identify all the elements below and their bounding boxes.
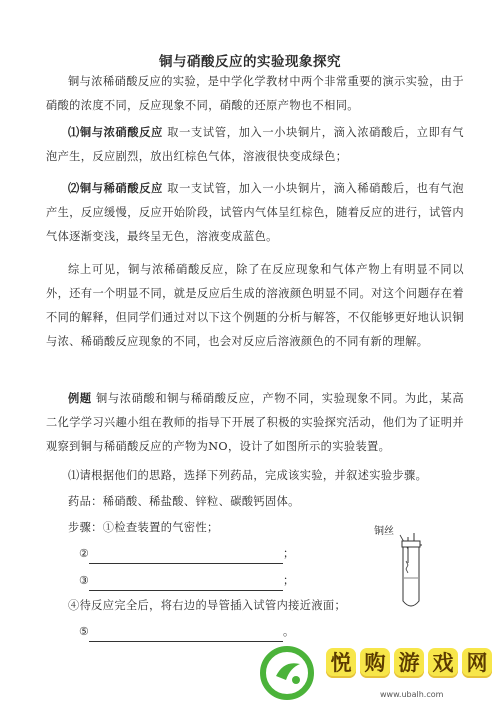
step-5-number: ⑤ <box>79 625 90 638</box>
watermark-char: 游 <box>394 648 424 678</box>
step-5-end: 。 <box>283 625 295 638</box>
step-5-line <box>79 622 294 642</box>
step-2-line <box>79 544 294 564</box>
section-dilute-heading: ⑵铜与稀硝酸反应 <box>68 181 164 195</box>
step-3-answer-blank[interactable] <box>89 590 283 591</box>
section-concentrated <box>46 120 464 169</box>
test-tube <box>403 547 419 606</box>
summary-paragraph: 综上可见，铜与浓稀硝酸反应，除了在反应现象和气体产物上有明显不同以外，还有一个明显不同，就是反应后生成的溶液颜色明显不同。对这个问题存在着不同的解释，但同学们通过对以下这个例题的分析与解答，不仅能够更好地认识铜与浓、稀硝酸反应现象的不同，也会对反应后溶液颜色的不同有新的理解。 <box>46 263 464 348</box>
step-2-end: ； <box>283 547 295 560</box>
reagents-line: 药品：稀硝酸、稀盐酸、锌粒、碳酸钙固体。 <box>68 495 300 508</box>
step-4: ④待反应完全后，将右边的导管插入试管内接近液面； <box>68 599 347 612</box>
example-paragraph <box>46 386 464 459</box>
example-body: 铜与浓硝酸和铜与稀硝酸反应，产物不同，实验现象不同。为此，某高二化学学习兴趣小组在教师的指导下开展了积极的实验探究活动，他们为了证明并观察到铜与稀硝酸反应的产物为NO，设计了如图所示的实验装置。 <box>46 392 464 453</box>
site-logo-icon <box>260 646 314 700</box>
example-heading: 例题 <box>68 391 92 405</box>
question-1: ⑴请根据他们的思路，选择下列药品，完成该实验，并叙述实验步骤。 <box>68 469 428 482</box>
watermark-url: www.ubalh.com <box>380 690 444 699</box>
step-3-number: ③ <box>79 574 90 587</box>
watermark-title <box>326 648 496 678</box>
watermark-char: 戏 <box>428 648 458 678</box>
copper-wire-label: 铜丝 <box>374 526 394 537</box>
section-concentrated-body: 取一支试管，加入一小块铜片，滴入浓硝酸后，立即有气泡产生，反应剧烈，放出红棕色气体，溶液很快变成绿色； <box>46 126 464 163</box>
step-2-answer-blank[interactable] <box>89 563 283 564</box>
section-dilute-body: 取一支试管，加入一小块铜片，滴入稀硝酸后，也有气泡产生，反应缓慢，反应开始阶段，试管内气体呈红棕色，随着反应的进行，试管内气体逐渐变浅，最终呈无色，溶液变成蓝色。 <box>46 182 464 243</box>
watermark-char: 购 <box>360 648 390 678</box>
section-concentrated-heading: ⑴铜与浓硝酸反应 <box>68 125 164 139</box>
step-2-number: ② <box>79 547 90 560</box>
step-1: 步骤：①检查装置的气密性； <box>68 521 219 534</box>
intro-paragraph: 铜与浓稀硝酸反应的实验，是中学化学教材中两个非常重要的演示实验，由于硝酸的浓度不同，反应现象不同，硝酸的还原产物也不相同。 <box>46 75 464 112</box>
section-dilute <box>46 176 464 249</box>
step-3-line <box>79 571 294 591</box>
page-title: 铜与硝酸反应的实验现象探究 <box>159 54 341 70</box>
step-3-end: ； <box>283 574 295 587</box>
apparatus-diagram <box>378 523 438 613</box>
stopper <box>402 541 420 547</box>
site-watermark <box>250 640 500 707</box>
watermark-char: 网 <box>462 648 492 678</box>
watermark-char: 悦 <box>326 648 356 678</box>
